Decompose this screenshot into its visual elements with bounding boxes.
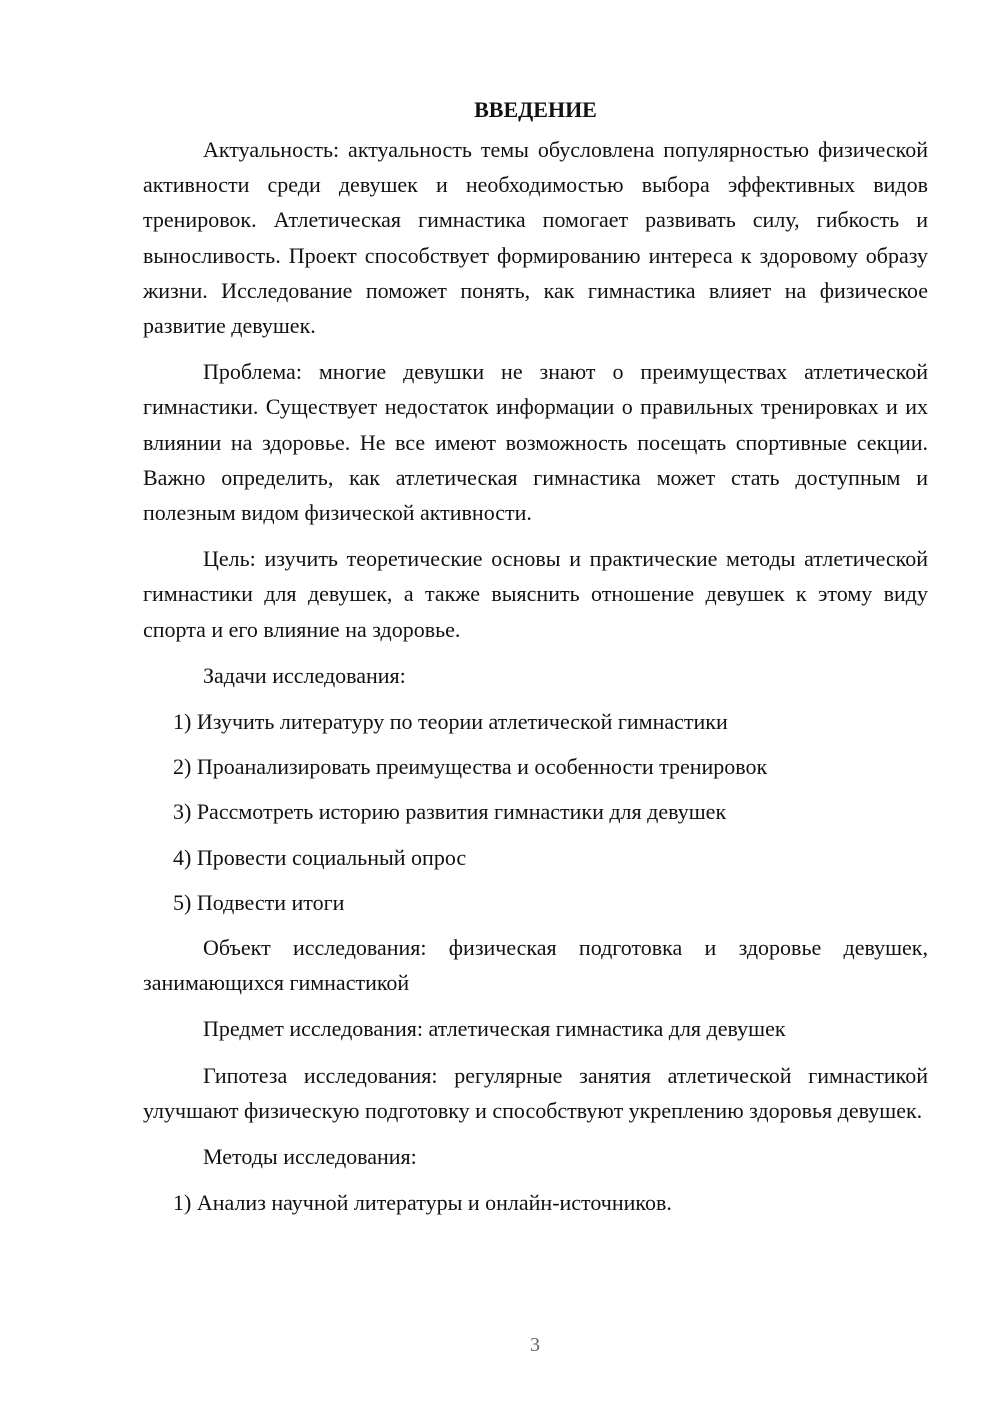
paragraph-relevance: Актуальность: актуальность темы обусловлена популярностью физической активности среди девушек и необходимостью выбора эффективных видов тренировок. Атлетическая гимнастика помогает развивать силу, гибкость и выносливость. Проект способствует формированию интереса к здоровому образу жизни. Исследование поможет понять, как гимнастика влияет на физическое развитие девушек. bbox=[143, 137, 928, 339]
methods-list bbox=[143, 1185, 928, 1220]
list-item: 5) Подвести итоги bbox=[173, 889, 345, 915]
paragraph-problem: Проблема: многие девушки не знают о преимуществах атлетической гимнастики. Существует недостаток информации о правильных тренировках и их влиянии на здоровье. Не все имеют возможность посещать спортивные секции. Важно определить, как атлетическая гимнастика может стать доступным и полезным видом физической активности. bbox=[143, 359, 928, 526]
tasks-list bbox=[143, 704, 928, 920]
paragraph-subject: Предмет исследования: атлетическая гимнастика для девушек bbox=[203, 1016, 786, 1042]
paragraph-goal: Цель: изучить теоретические основы и практические методы атлетической гимнастики для девушек, а также выяснить отношение девушек к этому виду спорта и его влияние на здоровье. bbox=[143, 546, 928, 642]
paragraph-object: Объект исследования: физическая подготовка и здоровье девушек, занимающихся гимнастикой bbox=[143, 935, 928, 996]
list-item: 3) Рассмотреть историю развития гимнастики для девушек bbox=[173, 799, 727, 825]
list-item: 4) Провести социальный опрос bbox=[173, 844, 467, 870]
document-page bbox=[143, 88, 928, 1230]
paragraph-hypothesis: Гипотеза исследования: регулярные занятия атлетической гимнастикой улучшают физическую подготовку и способствуют укреплению здоровья девушек. bbox=[143, 1062, 928, 1123]
page-title: ВВЕДЕНИЕ bbox=[474, 97, 597, 122]
list-item: 1) Изучить литературу по теории атлетической гимнастики bbox=[173, 709, 728, 735]
list-item: 1) Анализ научной литературы и онлайн-источников. bbox=[173, 1190, 672, 1216]
page-number: 3 bbox=[530, 1334, 540, 1356]
list-item: 2) Проанализировать преимущества и особенности тренировок bbox=[173, 754, 768, 780]
methods-heading: Методы исследования: bbox=[203, 1144, 417, 1170]
tasks-heading: Задачи исследования: bbox=[203, 662, 406, 688]
